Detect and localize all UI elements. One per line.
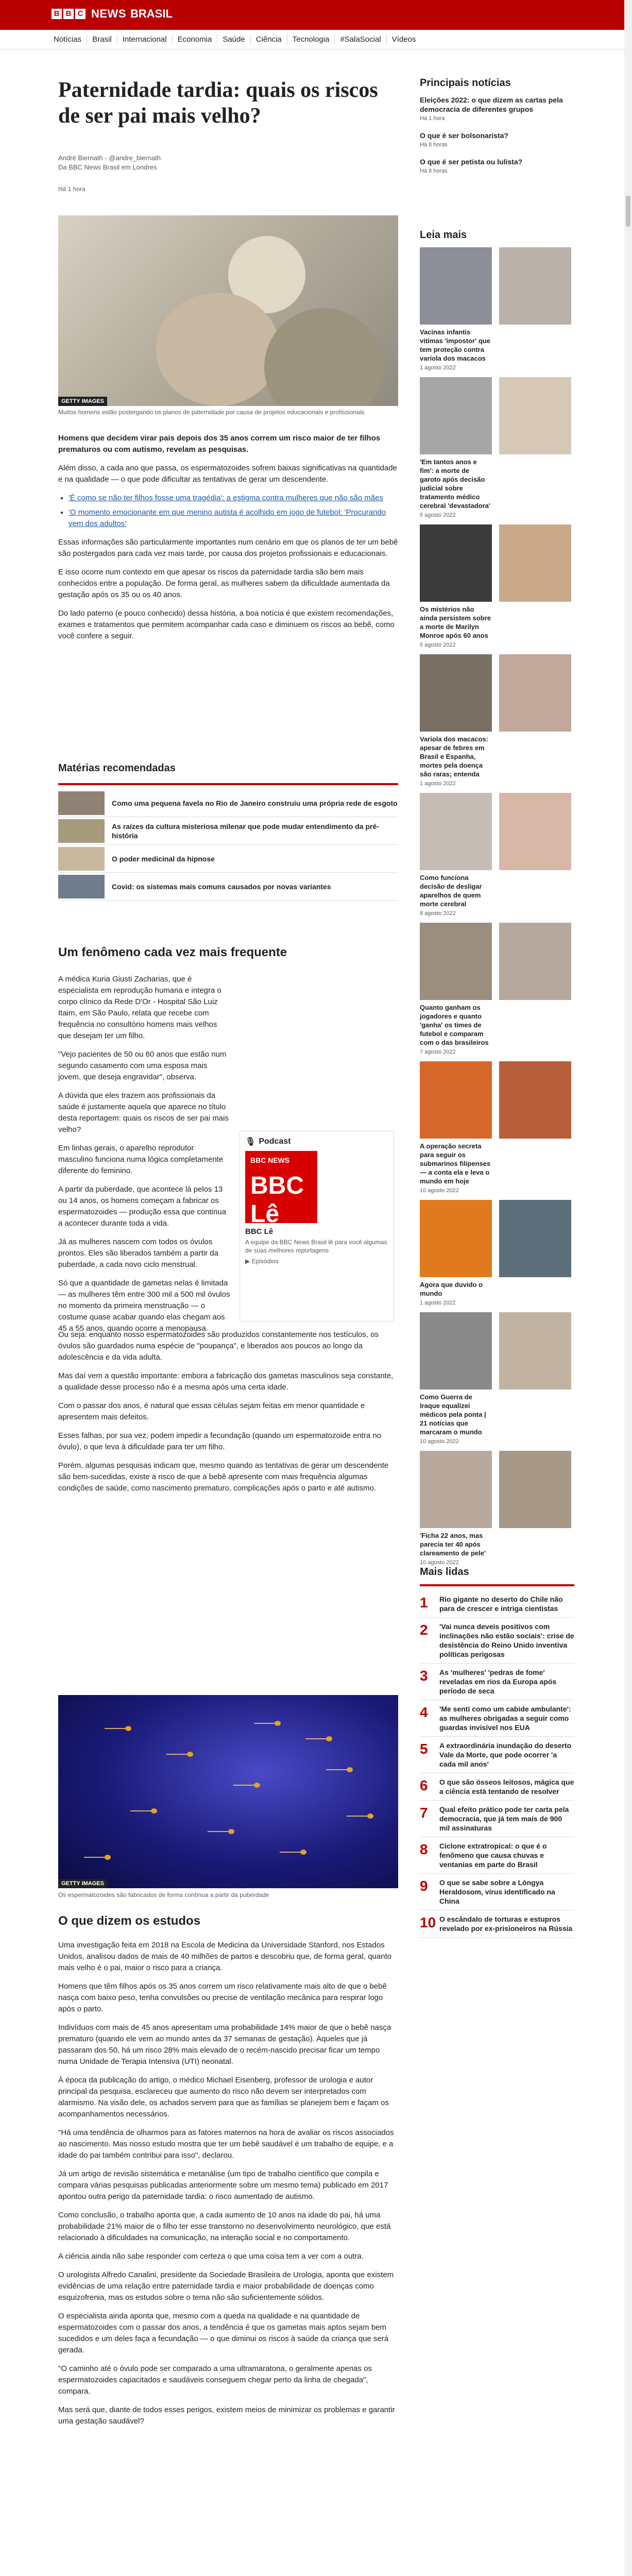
read-more-title: Como Guerra de Iraque equalizei médicos pela ponta | 21 notícias que marcaram o mundo [420, 1393, 486, 1436]
recommended-item[interactable] [58, 817, 398, 845]
paragraph-1: Além disso, a cada ano que passa, os espermatozoides sofrem baixas significativas na quantidade e na qualidade — o que pode dificultar as tentativas de gerar um descendente. [58, 464, 397, 484]
paragraph: Esses falhas, por sua vez, podem impedir a fecundação (quando um espermatozoide entra no óvulo), o que leva à dificuldade para ter um filho. [58, 1431, 382, 1451]
section-heading-phenomenon: Um fenômeno cada vez mais frequente [58, 945, 287, 959]
paragraph: Já um artigo de revisão sistemática e metanálise (um tipo de trabalho científico que compila e compara várias pesquisas publicadas anteriormente sobre um mesmo tema) publicado em 2017 apontou outra perigo da paternidade tardia: o risco aumentado de autismo. [58, 2170, 388, 2201]
recommended-list [58, 783, 398, 901]
section-heading-studies: O que dizem os estudos [58, 1914, 201, 1928]
most-read-rank: 1 [420, 1595, 428, 1611]
podcast-promo[interactable] [240, 1131, 394, 1321]
most-read-title: Qual efeito prático pode ter carta pela democracia, que já tem mais de 900 mil assinaturas [439, 1805, 569, 1832]
logo-letter-c: C [75, 9, 86, 19]
paragraph: Homens que têm filhos após os 35 anos correm um risco relativamente mais alto de que o bebê nasça com baixo peso, tenha convulsões ou precise de ventilação mecânica para respirar logo após o parto. [58, 1982, 387, 2013]
studies-section [58, 1940, 398, 2434]
sperm-cell [125, 1726, 131, 1731]
most-read-title: O que se sabe sobre a Lóngya Heraldosom, vírus identificado na China [439, 1878, 555, 1905]
paragraph-4: Do lado paterno (e pouco conhecido) dessa história, a boa notícia é que existem recomendações, exames e tratamentos que permitem acompanhar cada caso e diminuem os riscos ao bebê, como você confere a seguir. [58, 609, 395, 640]
read-more-date: 5 agosto 2022 [420, 512, 456, 518]
most-read-rank: 2 [420, 1622, 428, 1638]
top-news-title: O que é ser bolsonarista? [420, 131, 508, 140]
nav-item-economia[interactable]: Economia [173, 35, 218, 44]
logo-letter-b2: B [63, 9, 74, 19]
podcast-episodes-link[interactable]: ▶ Episódios [245, 1258, 279, 1265]
sperm-cell [275, 1721, 281, 1726]
sperm-cell [300, 1850, 306, 1855]
recommended-item[interactable] [58, 789, 398, 817]
read-more-card[interactable] [420, 793, 492, 917]
most-read-title: As 'mulheres' 'pedras de fome' reveladas em rios da Europa após período de seca [439, 1668, 557, 1695]
paragraph: "Há uma tendência de olharmos para as fatores maternos na hora de avaliar os riscos associados ao nascimento. Mas nosso estudo mostra que ter um bebê saudável é um trabalho de equipe, e a idade do pai também contribui para isso", declarou. [58, 2128, 394, 2160]
read-more-card[interactable] [420, 923, 492, 1055]
most-read-title: Ciclone extratropical: o que é o fenômeno que causa chuvas e ventanias em parte do Brasil [439, 1842, 547, 1869]
sperm-cell [367, 1814, 373, 1819]
most-read-rank: 5 [420, 1741, 428, 1757]
read-more-date: 10 agosto 2022 [420, 1188, 459, 1194]
read-more-card[interactable] [420, 1200, 492, 1306]
most-read-heading: Mais lidas [420, 1566, 469, 1578]
read-more-card[interactable] [420, 1312, 492, 1445]
sperm-cell [105, 1855, 111, 1860]
read-more-thumbnail [499, 1061, 571, 1139]
recommended-heading: Matérias recomendadas [58, 762, 176, 774]
sperm-image [58, 1695, 398, 1888]
author-role: Da BBC News Brasil em Londres [58, 163, 157, 171]
logo-edition-text: BRASIL [130, 7, 173, 20]
podcast-name: BBC Lê [245, 1227, 274, 1236]
read-more-date: 1 agosto 2022 [420, 365, 456, 371]
podcast-description: A equipe da BBC News Brasil lê para você algumas de suas melhores reportagens [245, 1239, 387, 1254]
top-news-title: O que é ser petista ou lulista? [420, 158, 523, 166]
sidebar-most-read [420, 1566, 574, 1938]
sperm-cell [151, 1808, 157, 1814]
paragraph: Só que a quantidade de gametas nelas é limitada — as mulheres têm entre 300 mil a 500 mil óvulos no momento da primeira menstruação — o costume quase acabar quando elas chegam aos 45 a 55 anos, quando ocorre a menopausa. [58, 1279, 230, 1333]
nav-item-saúde[interactable]: Saúde [217, 35, 250, 44]
paragraph: Uma investigação feita em 2018 na Escola de Medicina da Universidade Stanford, nos Estados Unidos, analisou dados de mais de 40 milhões de partos e descobriu que, de forma geral, quanto mais velho é o pai, maior o risco para a criança. [58, 1941, 392, 1972]
read-more-thumbnail [420, 1200, 492, 1277]
read-more-thumbnail [499, 1312, 571, 1389]
podcast-episodes-label: Episódios [251, 1258, 279, 1265]
sperm-caption: Os espermatozoides são fabricados de forma contínua a partir da puberdade [58, 1891, 269, 1899]
read-more-card[interactable] [499, 793, 571, 917]
nav-item-brasil[interactable]: Brasil [87, 35, 117, 44]
most-read-list [420, 1584, 574, 1938]
read-more-date: 1 agosto 2022 [420, 1300, 456, 1306]
most-read-item[interactable] [420, 1618, 574, 1664]
intro-section [58, 433, 398, 649]
sperm-cell [326, 1736, 332, 1741]
recommended-title: O poder medicinal da hipnose [112, 854, 215, 863]
top-news-date: Há 8 horas [420, 168, 448, 174]
read-more-card[interactable] [499, 524, 571, 648]
top-news-item[interactable] [420, 131, 574, 148]
read-more-title: Os mistérios não ainda persistem sobre a morte de Marilyn Monroe após 60 anos [420, 605, 491, 639]
read-more-card[interactable] [499, 1451, 571, 1566]
paragraph: Mas daí vem a questão importante: embora a fabricação dos gametas masculinos seja constante, a qualidade desse processo não é a mesma após uma certa idade. [58, 1371, 394, 1392]
read-more-card[interactable] [499, 654, 571, 787]
most-read-item[interactable] [420, 1664, 574, 1700]
recommended-title: As raízes da cultura misteriosa milenar que pode mudar entendimento da pré-história [112, 822, 379, 840]
most-read-rank: 4 [420, 1704, 428, 1720]
lead-paragraph: Homens que decidem virar pais depois dos 35 anos correm um risco maior de ter filhos prematuros ou com autismo, revelam as pesquisas. [58, 434, 381, 454]
most-read-title: A extraordinária inundação do deserto Vale da Morte, que pode ocorrer 'a cada mil anos' [439, 1741, 572, 1768]
sidebar-top-news [420, 77, 574, 183]
hero-image-father-baby [58, 215, 398, 406]
most-read-title: O escândalo de torturas e estupros revelado por ex-prisioneiros na Rússia [439, 1915, 573, 1933]
most-read-item[interactable] [420, 1700, 574, 1737]
read-more-title: Quanto ganham os jogadores e quanto 'ganha' os times de futebol e comparam com o das brasileiros [420, 1004, 489, 1046]
paragraph-2: Essas informações são particularmente importantes num cenário em que os planos de ter um bebê são postergados para cada vez mais tarde, por causa dos projetos profissionais e educacionais. [58, 538, 398, 558]
paragraph: Porém, algumas pesquisas indicam que, mesmo quando as tentativas de gerar um descendente são bem-sucedidas, existe a risco de que a bebê apresente com mais frequência algumas condições de saúde, como nascimento prematuro, complicações após o parto e até autismo. [58, 1461, 389, 1493]
most-read-item[interactable] [420, 1590, 574, 1618]
read-more-thumbnail [420, 654, 492, 732]
bbc-news-logo[interactable] [52, 7, 173, 21]
article-date: Há 1 hora [58, 185, 86, 193]
podcast-art-title: BBC Lê [250, 1172, 304, 1228]
most-read-rank: 7 [420, 1805, 428, 1821]
hero-figure-shoulder [264, 308, 383, 406]
nav-item-tecnologia[interactable]: Tecnologia [287, 35, 335, 44]
read-more-date: 10 agosto 2022 [420, 1560, 459, 1566]
related-link-1[interactable]: 'É como se não ter filhos fosse uma tragédia': a estigma contra mulheres que não são mães [69, 494, 384, 502]
most-read-rank: 8 [420, 1841, 428, 1857]
paragraph: Em linhas gerais, o aparelho reprodutor masculino funciona numa lógica completamente diferente do feminino. [58, 1144, 224, 1175]
image-credit-badge: GETTY IMAGES [58, 1879, 107, 1888]
phenomenon-section [58, 974, 231, 1342]
read-more-thumbnail [420, 923, 492, 1000]
read-more-date: 7 agosto 2022 [420, 1049, 456, 1055]
most-read-item[interactable] [420, 1737, 574, 1773]
hero-figure-baby [156, 293, 280, 406]
read-more-card[interactable] [499, 1061, 571, 1194]
recommended-thumbnail [58, 819, 105, 843]
podcast-icon: 🎙 [245, 1138, 256, 1146]
read-more-card[interactable] [420, 247, 492, 371]
top-news-date: Há 1 hora [420, 115, 445, 122]
read-more-date: 5 agosto 2022 [420, 642, 456, 648]
most-read-item[interactable] [420, 1773, 574, 1801]
most-read-title: 'Me senti como um cabide ambulante': as mulheres obrigadas a seguir como guardas invisível nos EUA [439, 1705, 571, 1732]
nav-item-vídeos[interactable]: Vídeos [391, 35, 416, 44]
read-more-date: 1 agosto 2022 [420, 781, 456, 787]
related-link-item [69, 493, 398, 504]
podcast-header [245, 1137, 388, 1147]
read-more-heading: Leia mais [420, 229, 467, 241]
paragraph: O urologista Alfredo Canalini, presidente da Sociedade Brasileira de Urologia, aponta que existem evidências de uma relação entre paternidade tardia e maior probabilidade de doenças como esquizofrenia, mas os estudos sobre o tema não são suficientemente sólidos. [58, 2270, 394, 2302]
sperm-cell [254, 1783, 260, 1788]
logo-letter-b1: B [52, 9, 62, 19]
logo-news-text: NEWS [91, 7, 126, 20]
read-more-thumbnail [420, 793, 492, 870]
paragraph: A médica Kuria Giusti Zacharias, que é especialista em reprodução humana e integra o corpo clínico da Rede D'Or - Hospital São Luiz Itaim, em São Paulo, relata que recebe com frequência no consultório homens mais velhos que desejam ter um filho. [58, 975, 221, 1040]
most-read-item[interactable] [420, 1837, 574, 1874]
top-news-list [420, 95, 574, 174]
read-more-title: Vacinas infantis vitimas 'impostor' que tem proteção contra varíola dos macacos [420, 328, 490, 362]
read-more-card[interactable] [499, 923, 571, 1055]
paragraph: Já as mulheres nascem com todos os óvulos prontos. Eles são liberados também a partir da puberdade, a cada novo ciclo menstrual. [58, 1238, 218, 1269]
nav-item-internacional[interactable]: Internacional [117, 35, 173, 44]
main-navigation [0, 30, 632, 49]
read-more-date: 10 agosto 2022 [420, 1438, 459, 1445]
read-more-thumbnail [420, 247, 492, 325]
read-more-thumbnail [420, 1451, 492, 1528]
read-more-title: Como funciona decisão de desligar aparelhos de quem morte cerebral [420, 874, 482, 908]
read-more-thumbnail [420, 377, 492, 454]
most-read-rank: 3 [420, 1668, 428, 1684]
read-more-thumbnail [420, 1061, 492, 1139]
paragraph: A partir da puberdade, que acontece lá pelos 13 ou 14 anos, os homens começam a fabricar os espermatozoides — produção essa que continua a acontecer durante toda a vida. [58, 1185, 227, 1228]
most-read-rank: 10 [420, 1914, 436, 1930]
recommended-thumbnail [58, 847, 105, 871]
read-more-thumbnail [499, 1200, 571, 1277]
paragraph: A dúvida que eles trazem aos profissionais da saúde é justamente aquela que aparece no título desta reportagem: quais os riscos de ser pai mais velho? [58, 1091, 229, 1134]
read-more-thumbnail [499, 377, 571, 454]
read-more-thumbnail [499, 247, 571, 325]
read-more-thumbnail [499, 923, 571, 1000]
read-more-card[interactable] [499, 247, 571, 371]
read-more-card[interactable] [420, 377, 492, 518]
podcast-artwork [245, 1151, 317, 1228]
podcast-art-brand: BBC NEWS [250, 1156, 290, 1164]
paragraph: Indivíduos com mais de 45 anos apresentam uma probabilidade 14% maior de que o bebê nasça prematuro (quando ele vem ao mundo antes da 37 semanas de gestação). Aqueles que já passaram dos 50, há um risco 28% mais elevado de o recém-nascido precisar ficar um tempo numa Unidade de Terapia Intensiva (UTI) neonatal. [58, 2023, 391, 2066]
read-more-card[interactable] [420, 1061, 492, 1194]
sidebar-read-more [420, 229, 574, 1566]
read-more-card[interactable] [420, 524, 492, 648]
read-more-title: A operação secreta para seguir os submarinos filipenses — a conta ela e leva o mundo em hoje [420, 1142, 491, 1185]
page-scrollbar[interactable] [624, 0, 632, 2576]
most-read-item[interactable] [420, 1801, 574, 1837]
sperm-cell [347, 1767, 353, 1772]
most-read-item[interactable] [420, 1910, 574, 1938]
read-more-title: Variola dos macacos: apesar de febres em Brasil e Espanha, mortes pela doença são raras; entenda [420, 735, 488, 778]
recommended-title: Covid: os sistemas mais comuns causados por novas variantes [112, 882, 331, 891]
read-more-thumbnail [499, 524, 571, 602]
top-news-title: Eleições 2022: o que dizem as cartas pela democracia de diferentes grupos [420, 96, 563, 113]
nav-item-ciência[interactable]: Ciência [251, 35, 287, 44]
read-more-thumbnail [499, 654, 571, 732]
top-news-item[interactable] [420, 95, 574, 122]
paragraph: Com o passar dos anos, é natural que essas células sejam feitas em menor quantidade e apresentem mais defeitos. [58, 1401, 365, 1421]
most-read-item[interactable] [420, 1874, 574, 1910]
paragraph: À época da publicação do artigo, o médico Michael Eisenberg, professor de urologia e autor principal da pesquisa, esclareceu que aumento do risco não devem ser interpretados com alarmismo. Na visão dele, os achados servem para que as famílias se planejem bem e façam os acompanhamentos necessários. [58, 2076, 389, 2119]
top-bar [0, 0, 632, 30]
recommended-title: Como uma pequena favela no Rio de Janeiro construiu uma própria rede de esgoto [112, 799, 398, 807]
paragraph: Como conclusão, o trabalho aponta que, a cada aumento de 10 anos na idade do pai, há uma probabilidade 21% maior de o filho ter esse transtorno no desenvolvimento neurológico, que está relacionado à dificuldades na comunicação, na interação social e no comportamento. [58, 2211, 391, 2242]
paragraph: Ou seja: enquanto nosso espermatozoides são produzidos constantemente nos testículos, os óvulos são guardados numa espécie de "poupança", e liberados aos poucos ao longo da adolescência e da vida adulta. [58, 1330, 379, 1362]
recommended-thumbnail [58, 791, 105, 815]
read-more-thumbnail [420, 524, 492, 602]
read-more-card[interactable] [499, 1312, 571, 1445]
read-more-card[interactable] [499, 1200, 571, 1306]
article-byline [58, 154, 264, 172]
recommended-item[interactable] [58, 845, 398, 873]
top-news-heading: Principais notícias [420, 77, 511, 89]
most-read-title: 'Vai nunca deveis positivos com inclinações não estão sociais': crise de desistência do Reino Unido inventiva políticas perigosas [439, 1622, 574, 1658]
read-more-thumbnail [499, 1451, 571, 1528]
read-more-date: 8 agosto 2022 [420, 910, 456, 917]
scrollbar-thumb[interactable] [626, 196, 630, 227]
author-name[interactable]: André Biernath - @andre_biernath [58, 154, 161, 162]
read-more-card[interactable] [420, 1451, 492, 1566]
related-link-2[interactable]: 'O momento emocionante em que menino autista é acolhido em jogo de futebol: 'Procurando vem dos adultos' [69, 508, 386, 528]
paragraph: A ciência ainda não sabe responder com certeza o que uma coisa tem a ver com a outra. [58, 2252, 364, 2261]
related-links-list [69, 493, 398, 530]
mechanism-section [58, 1329, 398, 1501]
read-more-title: 'Ficha 22 anos, mas parecia ter 40 após clareamento de pele' [420, 1532, 486, 1557]
article-headline: Paternidade tardia: quais os riscos de ser pai mais velho? [58, 78, 378, 128]
recommended-item[interactable] [58, 873, 398, 901]
related-link-item [69, 507, 398, 530]
paragraph: "O caminho até o óvulo pode ser comparado a uma ultramaratona, o geralmente apenas os espermatozoides capacitados e saudáveis conseguem chegar perto da linha de chegada", compara. [58, 2364, 372, 2396]
sperm-cell [228, 1829, 234, 1834]
most-read-rank: 6 [420, 1777, 428, 1793]
read-more-title: 'Em tantos anos e fim': a morte de garoto após decisão judicial sobre tratamento médico cerebral 'devastadora' [420, 458, 490, 510]
read-more-card[interactable] [499, 377, 571, 518]
top-news-date: Há 8 horas [420, 142, 448, 148]
read-more-card[interactable] [420, 654, 492, 787]
nav-item-salasocial[interactable]: #SalaSocial [335, 35, 386, 44]
top-news-item[interactable] [420, 157, 574, 174]
read-more-grid [420, 247, 574, 1566]
most-read-rank: 9 [420, 1878, 428, 1894]
most-read-title: O que são ósseos leitosos, mágica que a ciência está tentando de resolver [439, 1778, 574, 1795]
paragraph-3: E isso ocorre num contexto em que apesar os riscos da paternidade tardia são bem mais conhecidos entre a população. De forma geral, as mulheres sabem da dificuldade aumentada da gestação após os 35 ou os 40 anos. [58, 568, 390, 599]
paragraph: Mas será que, diante de todos esses perigos, existem meios de minimizar os problemas e garantir uma gestação saudável? [58, 2405, 395, 2426]
paragraph: "Vejo pacientes de 50 ou 60 anos que estão num segundo casamento com uma esposa mais jovem, que deseja engravidar", observa. [58, 1050, 227, 1081]
podcast-label: Podcast [259, 1137, 291, 1146]
sperm-cell [187, 1752, 193, 1757]
most-read-title: Rio gigante no deserto do Chile não para de crescer e intriga cientistas [439, 1595, 563, 1613]
read-more-thumbnail [499, 793, 571, 870]
hero-caption: Muitos homens estão postergando os planos de paternidade por causa de projetos educacionais e profissionais [58, 409, 365, 416]
nav-list [54, 35, 421, 44]
nav-item-notícias[interactable]: Notícias [54, 35, 87, 44]
read-more-thumbnail [420, 1312, 492, 1389]
paragraph: O especialista ainda aponta que, mesmo com a queda na qualidade e na quantidade de espermatozoides com o passar dos anos, a tendência é que os gametas mais aptos sejam bem sucedidos e um deles faça a fecundação — o que diminui os riscos à saúde da criança que será gerada. [58, 2312, 389, 2354]
read-more-title: Agora que duvido o mundo [420, 1281, 483, 1297]
recommended-thumbnail [58, 875, 105, 899]
image-credit-badge: GETTY IMAGES [58, 397, 107, 406]
